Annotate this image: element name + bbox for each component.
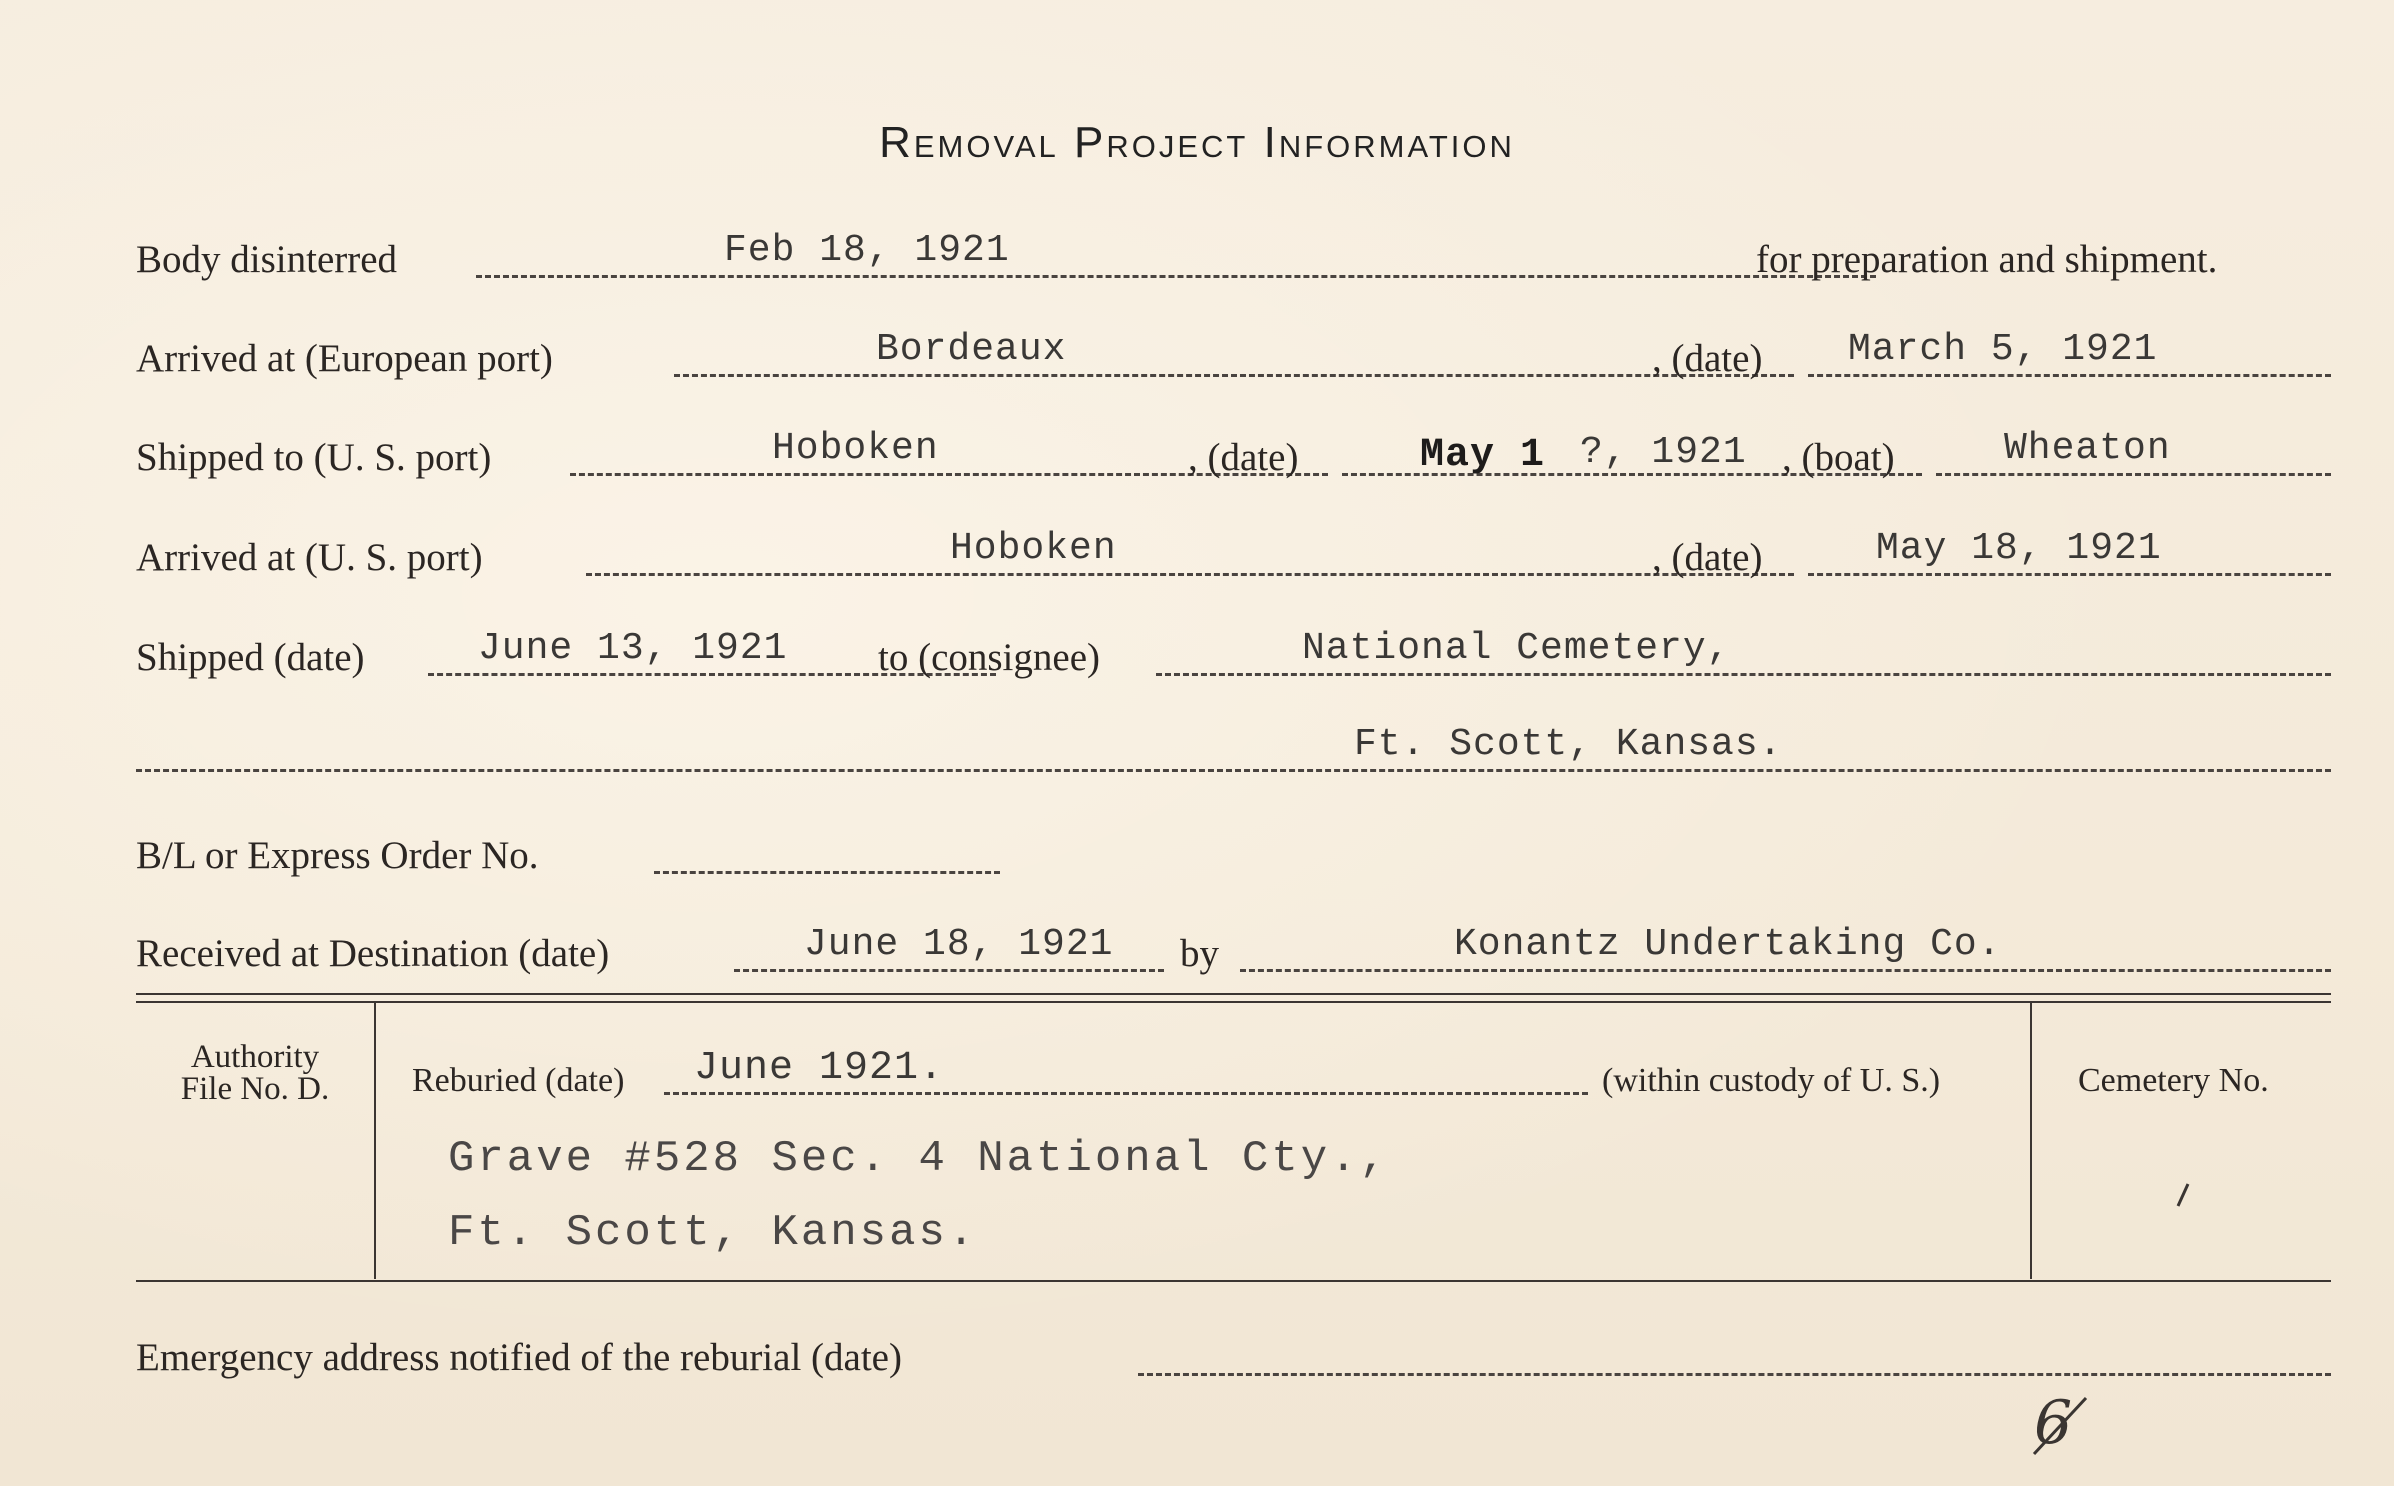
- shipped-us-label: Shipped to (U. S. port): [136, 436, 492, 479]
- box-bottom-rule: [136, 1280, 2331, 1282]
- row-arrived-us: [136, 520, 2331, 590]
- grave-line-2: Ft. Scott, Kansas.: [448, 1208, 978, 1258]
- cemetery-no-label: Cemetery No.: [2078, 1062, 2269, 1099]
- arrived-european-date-line: [1808, 374, 2331, 377]
- arrived-european-date-label: , (date): [1652, 337, 1763, 380]
- row-arrived-european: [136, 321, 2331, 391]
- pencil-tick-icon: [2174, 1180, 2194, 1210]
- box-divider-left: [374, 1003, 376, 1279]
- shipped-us-boat-label: , (boat): [1782, 436, 1895, 479]
- consignee-line-2: [136, 769, 2331, 772]
- received-by-line: [1240, 969, 2331, 972]
- received-date-value: June 18, 1921: [804, 923, 1114, 966]
- consignee-label: to (consignee): [878, 636, 1101, 679]
- arrived-us-date-line: [1808, 573, 2331, 576]
- row-emergency: [136, 1320, 2331, 1390]
- body-disinterred-value: Feb 18, 1921: [724, 229, 1010, 272]
- bl-order-label: B/L or Express Order No.: [136, 834, 539, 877]
- row-bl-order: [136, 818, 2331, 888]
- shipped-us-date-rest: ?, 1921: [1580, 431, 1747, 474]
- body-disinterred-line: [476, 275, 1876, 278]
- grave-line-1: Grave #528 Sec. 4 National Cty.,: [448, 1134, 1389, 1184]
- row-received: [136, 916, 2331, 986]
- shipped-us-date-label: , (date): [1188, 436, 1299, 479]
- shipped-us-date-stamp: May 1: [1420, 433, 1546, 478]
- row-shipped: [136, 620, 2331, 690]
- arrived-european-date-value: March 5, 1921: [1848, 328, 2158, 371]
- emergency-label: Emergency address notified of the reburial (date): [136, 1336, 902, 1379]
- received-by-label: by: [1180, 932, 1219, 975]
- received-label: Received at Destination (date): [136, 932, 610, 975]
- authority-label-1: Authority: [190, 1039, 320, 1075]
- arrived-european-port-value: Bordeaux: [876, 328, 1067, 371]
- arrived-us-label: Arrived at (U. S. port): [136, 536, 483, 579]
- page-title: Removal Project Information: [879, 118, 1515, 167]
- row-body-disinterred: [136, 222, 2331, 292]
- reburied-value: June 1921.: [694, 1046, 945, 1091]
- authority-label-2: File No. D.: [180, 1071, 330, 1107]
- emergency-line: [1138, 1373, 2331, 1376]
- bl-order-line: [654, 871, 1000, 874]
- box-top-rule-2: [136, 1001, 2331, 1003]
- received-date-line: [734, 969, 1164, 972]
- arrived-us-port-line: [586, 573, 1794, 576]
- shipped-us-boat-line: [1936, 473, 2331, 476]
- received-by-value: Konantz Undertaking Co.: [1454, 923, 2002, 966]
- reburied-label: Reburied (date): [412, 1062, 625, 1099]
- shipped-date-label: Shipped (date): [136, 636, 365, 679]
- arrived-european-port-line: [674, 374, 1794, 377]
- row-consignee-continued: [136, 716, 2331, 786]
- arrived-us-date-label: , (date): [1652, 536, 1763, 579]
- body-disinterred-suffix: for preparation and shipment.: [1756, 238, 2218, 281]
- consignee-value-2: Ft. Scott, Kansas.: [1354, 723, 1783, 766]
- arrived-european-label: Arrived at (European port): [136, 337, 553, 380]
- consignee-line-1: [1156, 673, 2331, 676]
- arrived-us-date-value: May 18, 1921: [1876, 527, 2162, 570]
- handwritten-mark: 6: [2034, 1388, 2073, 1458]
- row-shipped-us: [136, 420, 2331, 490]
- box-top-rule-1: [136, 993, 2331, 995]
- arrived-us-port-value: Hoboken: [950, 527, 1117, 570]
- body-disinterred-label: Body disinterred: [136, 238, 398, 281]
- custody-label: (within custody of U. S.): [1602, 1062, 1941, 1099]
- pencil-slash-icon: [2026, 1392, 2096, 1462]
- box-divider-right: [2030, 1003, 2032, 1279]
- consignee-value-1: National Cemetery,: [1302, 627, 1731, 670]
- shipped-date-value: June 13, 1921: [478, 627, 788, 670]
- shipped-us-boat-value: Wheaton: [2004, 427, 2171, 470]
- reburied-line: [664, 1092, 1588, 1095]
- shipped-us-port-value: Hoboken: [772, 427, 939, 470]
